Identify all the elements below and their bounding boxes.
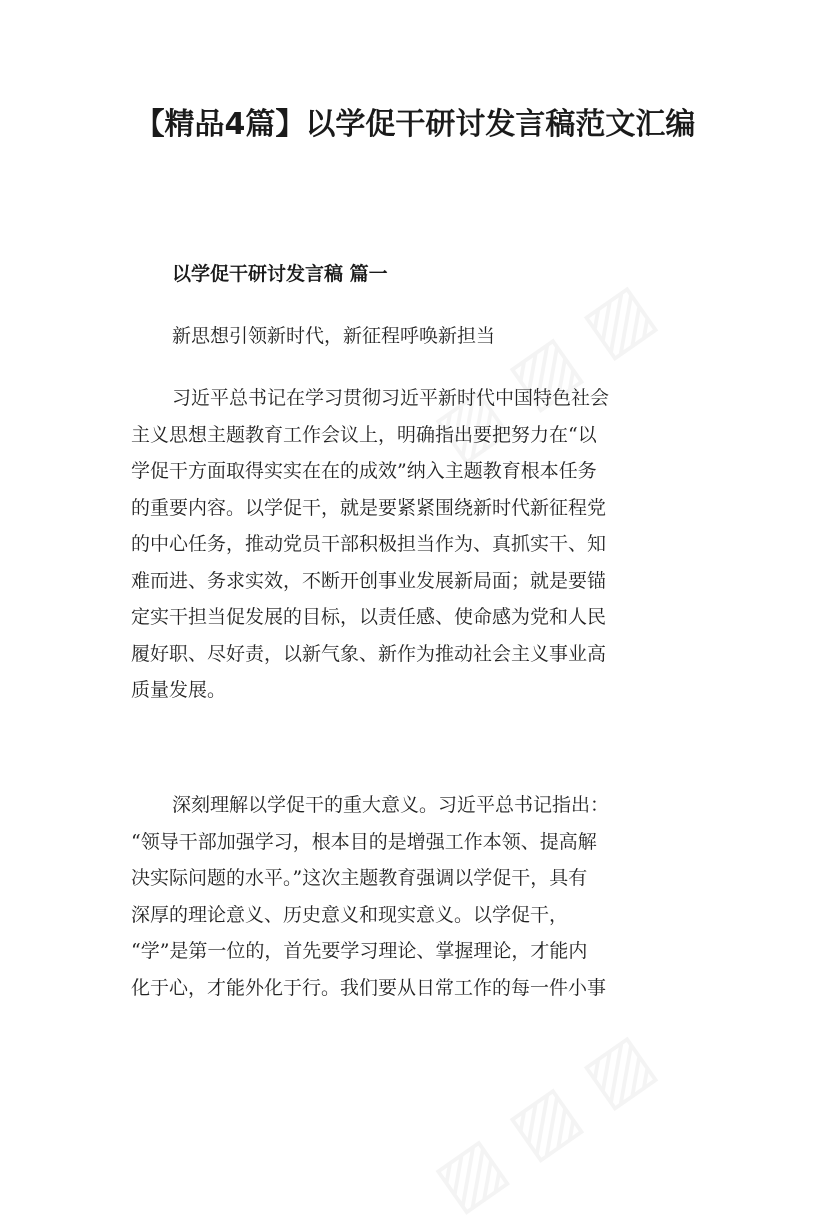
paragraph-line: 学促干方面取得实实在在的成效”纳入主题教育根本任务 [131, 460, 597, 482]
watermark-mark [419, 1017, 668, 1225]
paragraph-line: 履好职、尽好责，以新气象、新作为推动社会主义事业高 [131, 642, 607, 665]
paragraph-line: 深刻理解以学促干的重大意义。习近平总书记指出： [172, 794, 610, 816]
paragraph-line: 的中心任务，推动党员干部积极担当作为、真抓实干、知 [131, 533, 607, 555]
paragraph-line: “学”是第一位的，首先要学习理论、掌握理论，才能内 [131, 940, 588, 962]
paragraph-line: 定实干担当促发展的目标，以责任感、使命感为党和人民 [131, 606, 607, 628]
paragraph-line: 的重要内容。以学促干，就是要紧紧围绕新时代新征程党 [131, 496, 607, 519]
paragraph-line: 习近平总书记在学习贯彻习近平新时代中国特色社会 [172, 387, 610, 409]
paragraph-line: 难而进、务求实效，不断开创事业发展新局面；就是要锚 [131, 569, 607, 592]
paragraph-2 [131, 787, 691, 1006]
document-title: 【精品4篇】以学促干研讨发言稿范文汇编 [134, 107, 696, 142]
speech-subtitle: 新思想引领新时代，新征程呼唤新担当 [172, 325, 496, 347]
paragraph-line: 质量发展。 [131, 679, 227, 701]
paragraph-line: 主义思想主题教育工作会议上，明确指出要把努力在“以 [131, 423, 597, 446]
paragraph-line: 深厚的理论意义、历史意义和现实意义。以学促干， [131, 903, 569, 926]
paragraph-line: 决实际问题的水平。”这次主题教育强调以学促干，具有 [131, 867, 588, 889]
paragraph-1 [131, 380, 691, 709]
section-heading: 以学促干研讨发言稿 篇一 [172, 263, 388, 285]
paragraph-line: 化于心，才能外化于行。我们要从日常工作的每一件小事 [131, 976, 607, 999]
paragraph-line: “领导干部加强学习，根本目的是增强工作本领、提高解 [131, 830, 597, 853]
